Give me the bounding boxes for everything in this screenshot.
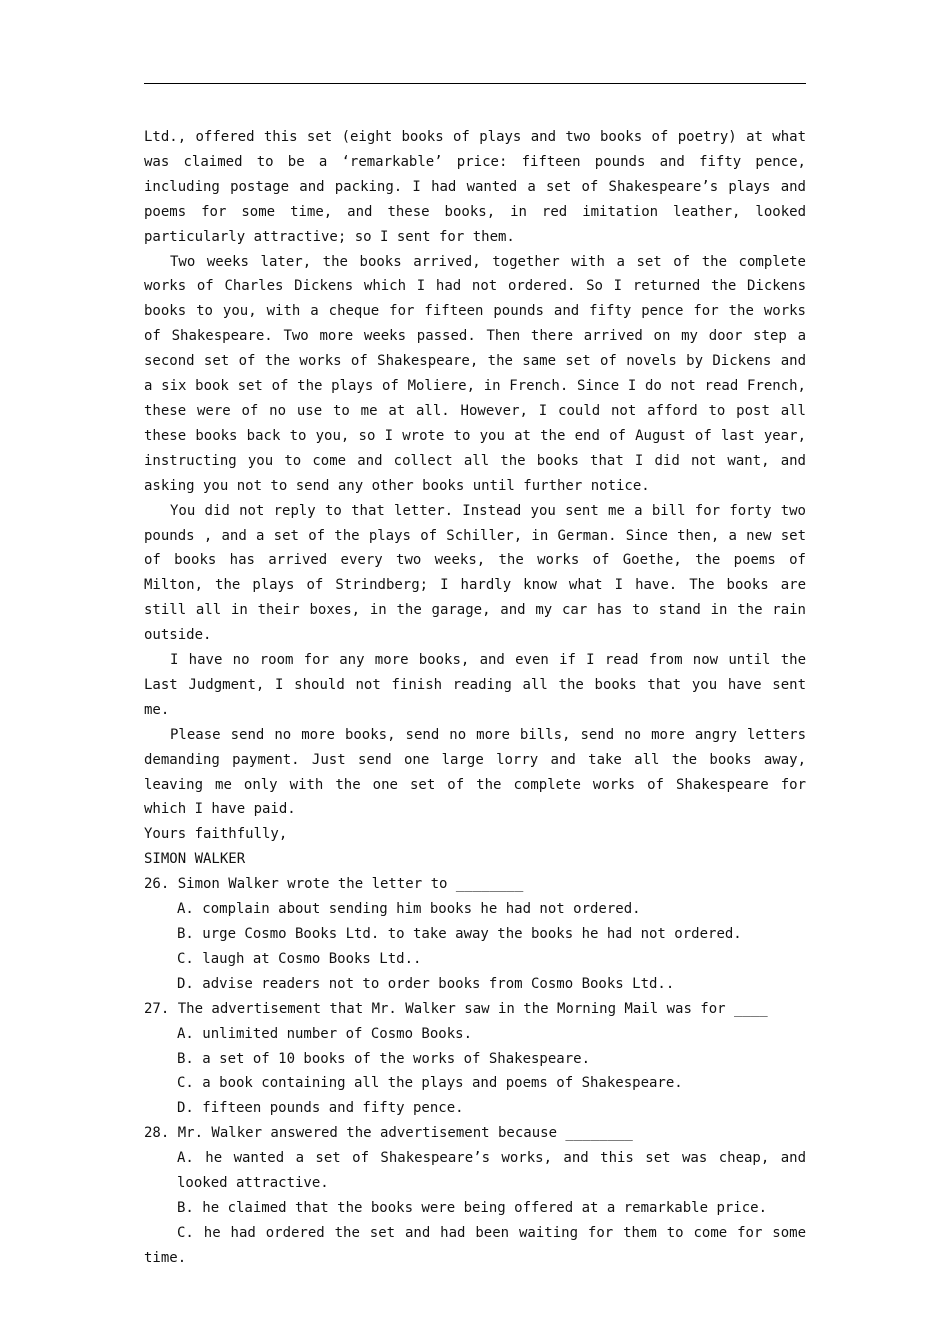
- question-stem: 27. The advertisement that Mr. Walker saw in the Morning Mail was for ____: [144, 1000, 768, 1017]
- answer-option: B. a set of 10 books of the works of Shakespeare.: [177, 1050, 591, 1067]
- answer-option: B. he claimed that the books were being offered at a remarkable price.: [177, 1199, 768, 1216]
- answer-option: C. he had ordered the set and had been waiting for them to come for some time.: [144, 1224, 806, 1266]
- answer-option: A. complain about sending him books he had not ordered.: [177, 901, 641, 918]
- header-rule: [144, 83, 806, 84]
- answer-option: A. unlimited number of Cosmo Books.: [177, 1025, 473, 1042]
- question-stem: 28. Mr. Walker answered the advertisement because ________: [144, 1125, 633, 1142]
- answer-option: D. fifteen pounds and fifty pence.: [177, 1100, 464, 1117]
- question-stem: 26. Simon Walker wrote the letter to ________: [144, 876, 524, 893]
- letter-signature: SIMON WALKER: [144, 851, 246, 868]
- passage-paragraph: Please send no more books, send no more bills, send no more angry letters demanding payment. Just send one large lorry and take all the books away, leaving me only with the one set of the complete works of Shakespeare for which I have paid.: [144, 726, 806, 818]
- answer-option: C. a book containing all the plays and poems of Shakespeare.: [177, 1075, 683, 1092]
- passage-paragraph: Ltd., offered this set (eight books of plays and two books of poetry) at what was claimed to be a ‘remarkable’ price: fifteen pounds and fifty pence, including postage and packing. I had wanted a set of Shakespeare’s plays and poems for some time, and these books, in red imitation leather, looked particularly attractive; so I sent for them.: [144, 129, 806, 245]
- passage-paragraph: I have no room for any more books, and even if I read from now until the Last Judgment, I should not finish reading all the books that you have sent me.: [144, 652, 806, 718]
- answer-option: B. urge Cosmo Books Ltd. to take away the books he had not ordered.: [177, 926, 742, 942]
- answer-option: D. advise readers not to order books from Cosmo Books Ltd..: [177, 975, 675, 992]
- passage-paragraph: Two weeks later, the books arrived, together with a set of the complete works of Charles Dickens which I had not ordered. So I returned the Dickens books to you, with a cheque for fifteen pounds and fifty pence for the works of Shakespeare. Two more weeks passed. Then there arrived on my door step a second set of the works of Shakespeare, the same set of novels by Dickens and a six book set of the plays of Moliere, in French. Since I do not read French, these were of no use to me at all. However, I could not afford to post all these books back to you, so I wrote to you at the end of August of last year, instructing you to come and collect all the books that I did not want, and asking you not to send any other books until further notice.: [144, 253, 806, 494]
- passage-paragraph: You did not reply to that letter. Instead you sent me a bill for forty two pounds , and a set of the plays of Schiller, in German. Since then, a new set of books has arrived every two weeks, the works of Goethe, the poems of Milton, the plays of Strindberg; I hardly know what I have. The books are still all in their boxes, in the garage, and my car has to stand in the rain outside.: [144, 502, 806, 644]
- answer-option: C. laugh at Cosmo Books Ltd..: [177, 950, 422, 967]
- document-body: [144, 125, 806, 1271]
- letter-closing: Yours faithfully,: [144, 826, 288, 843]
- answer-option: A. he wanted a set of Shakespeare’s works, and this set was cheap, and looked attractive.: [177, 1150, 806, 1192]
